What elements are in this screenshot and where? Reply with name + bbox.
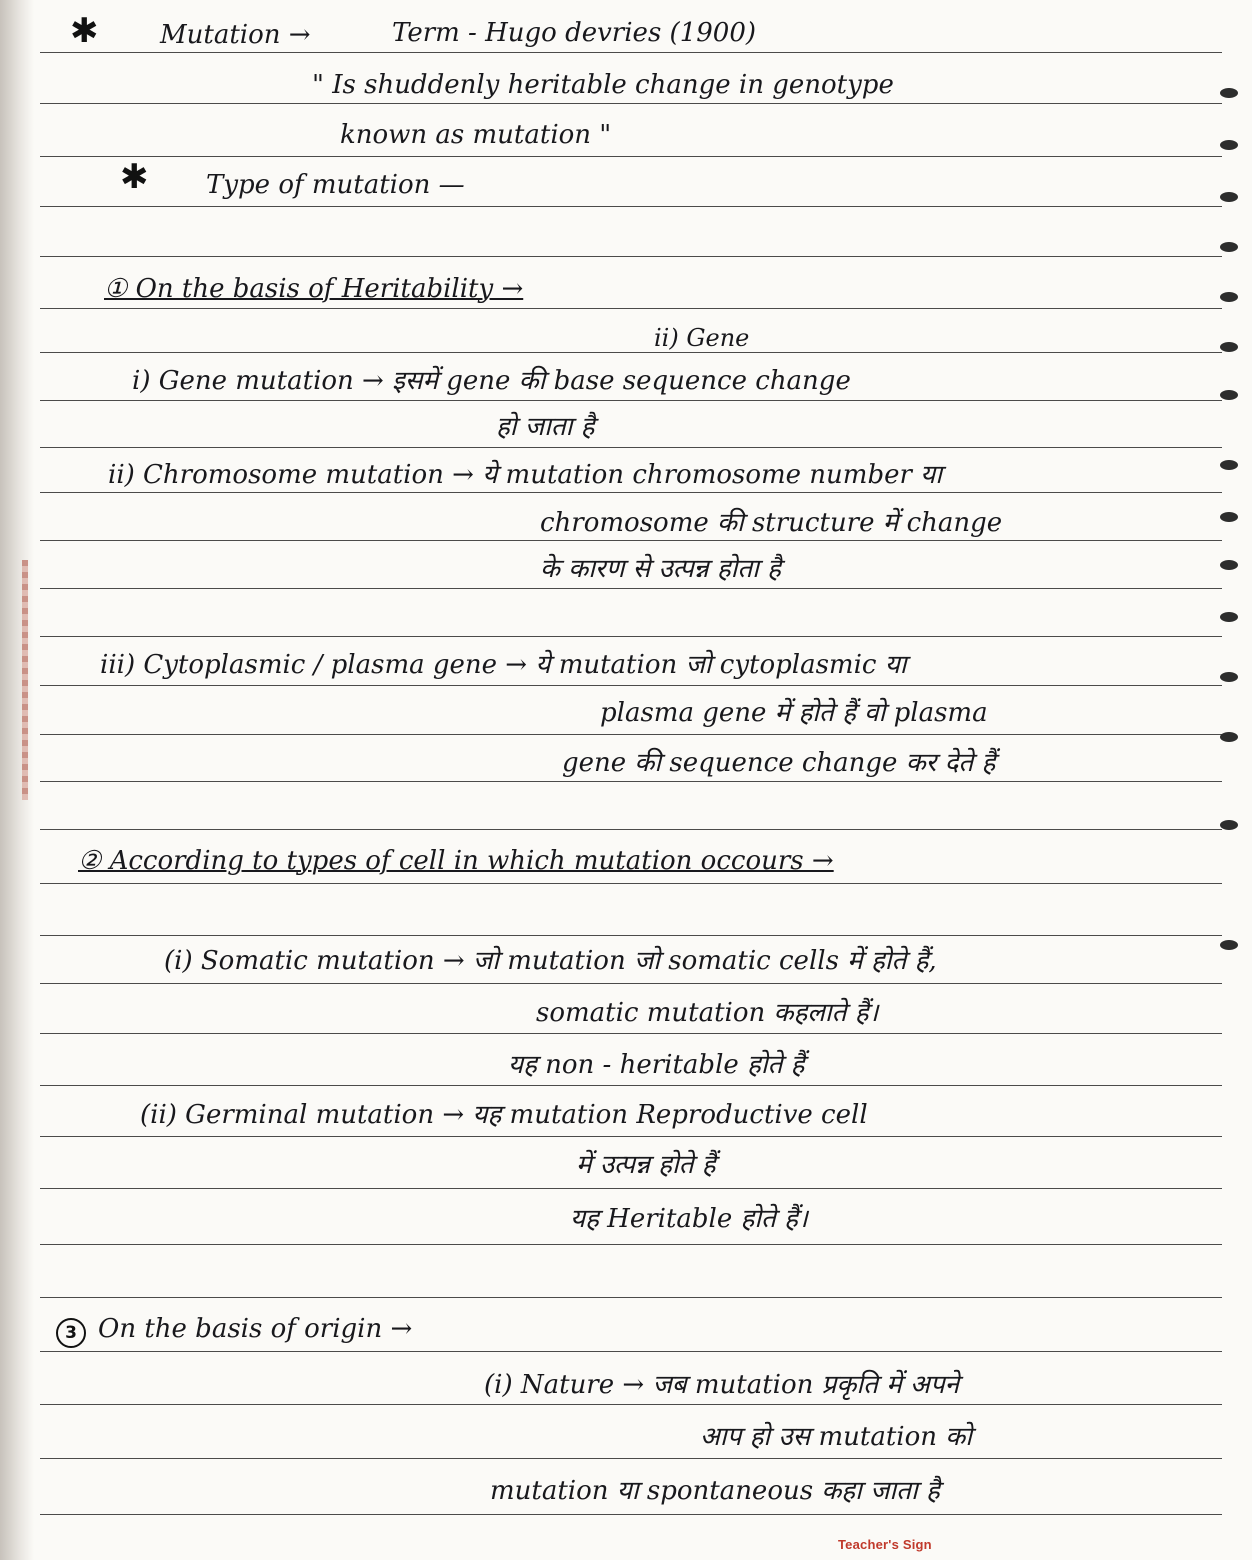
ruled-line [40,1458,1222,1459]
chromosome-mutation-line-1: ii) Chromosome mutation → ये mutation chromosome number या [108,460,942,490]
binding-hole [1220,342,1238,352]
ruled-line [40,983,1222,984]
star-icon: ✱ [70,11,99,51]
ruled-line [40,256,1222,257]
ruled-line [40,540,1222,541]
ruled-line [40,1188,1222,1189]
nature-line-3: mutation या spontaneous कहा जाता है [490,1476,940,1506]
binding-hole [1220,512,1238,522]
germinal-line-3: यह Heritable होते हैं। [570,1204,808,1234]
struck-note: ii) Gene [654,324,750,352]
ruled-line [40,156,1222,157]
germinal-line-2: में उत्पन्न होते हैं [576,1150,716,1180]
germinal-line-1: (ii) Germinal mutation → यह mutation Reproductive cell [140,1100,868,1130]
binding-hole [1220,460,1238,470]
binding-hole [1220,612,1238,622]
ruled-line [40,588,1222,589]
heading-term: Term - Hugo devries (1900) [392,18,756,48]
ruled-line [40,935,1222,936]
binding-hole [1220,732,1238,742]
ruled-line [40,734,1222,735]
somatic-line-1: (i) Somatic mutation → जो mutation जो somatic cells में होते हैं, [164,946,937,976]
margin-strip [22,560,28,800]
ruled-line [40,883,1222,884]
binding-holes [1204,60,1244,1540]
binding-hole [1220,192,1238,202]
somatic-line-3: यह non - heritable होते हैं [508,1050,805,1080]
cytoplasmic-line-2: plasma gene में होते हैं वो plasma [600,698,988,728]
binding-hole [1220,140,1238,150]
binding-hole [1220,672,1238,682]
ruled-line [40,1136,1222,1137]
chromosome-mutation-line-3: के कारण से उत्पन्न होता है [540,554,781,584]
nature-line-2: आप हो उस mutation को [700,1422,972,1452]
teachers-sign-label: Teacher's Sign [838,1537,932,1552]
ruled-line [40,1351,1222,1352]
ruled-line [40,1244,1222,1245]
types-heading: Type of mutation — [206,170,465,200]
binding-hole [1220,820,1238,830]
ruled-line [40,1514,1222,1515]
binding-hole [1220,292,1238,302]
ruled-line [40,1033,1222,1034]
ruled-line [40,636,1222,637]
cytoplasmic-line-3: gene की sequence change कर देते हैं [562,748,996,778]
definition-line-1: " Is shuddenly heritable change in genotype [312,70,894,100]
gene-mutation-line-2: हो जाता है [496,412,595,442]
binding-hole [1220,242,1238,252]
ruled-line [40,492,1222,493]
somatic-line-2: somatic mutation कहलाते हैं। [536,998,879,1028]
ruled-line [40,1297,1222,1298]
ruled-line [40,352,1222,353]
section-3-heading: On the basis of origin → [98,1314,413,1344]
ruled-line [40,52,1222,53]
ruled-line [40,400,1222,401]
ruled-line [40,1404,1222,1405]
binding-hole [1220,940,1238,950]
cytoplasmic-line-1: iii) Cytoplasmic / plasma gene → ये mutation जो cytoplasmic या [100,650,907,680]
ruled-line [40,206,1222,207]
ruled-line [40,308,1222,309]
star-icon: ✱ [120,157,149,197]
binding-hole [1220,560,1238,570]
chromosome-mutation-line-2: chromosome की structure में change [540,508,1003,538]
definition-line-2: known as mutation " [340,120,612,150]
section-3-number: 3 [56,1318,86,1348]
ruled-line [40,1085,1222,1086]
gene-mutation-line-1: i) Gene mutation → इसमें gene की base sequence change [132,366,851,396]
ruled-line [40,103,1222,104]
ruled-line [40,447,1222,448]
nature-line-1: (i) Nature → जब mutation प्रकृति में अपने [484,1370,960,1400]
ruled-line [40,685,1222,686]
ruled-line [40,781,1222,782]
binding-hole [1220,390,1238,400]
section-1-heading: ① On the basis of Heritability → [104,274,524,304]
page-left-edge [0,0,34,1560]
ruled-line [40,829,1222,830]
heading-mutation: Mutation → [160,20,311,50]
binding-hole [1220,88,1238,98]
section-2-heading: ② According to types of cell in which mutation occours → [78,846,834,876]
